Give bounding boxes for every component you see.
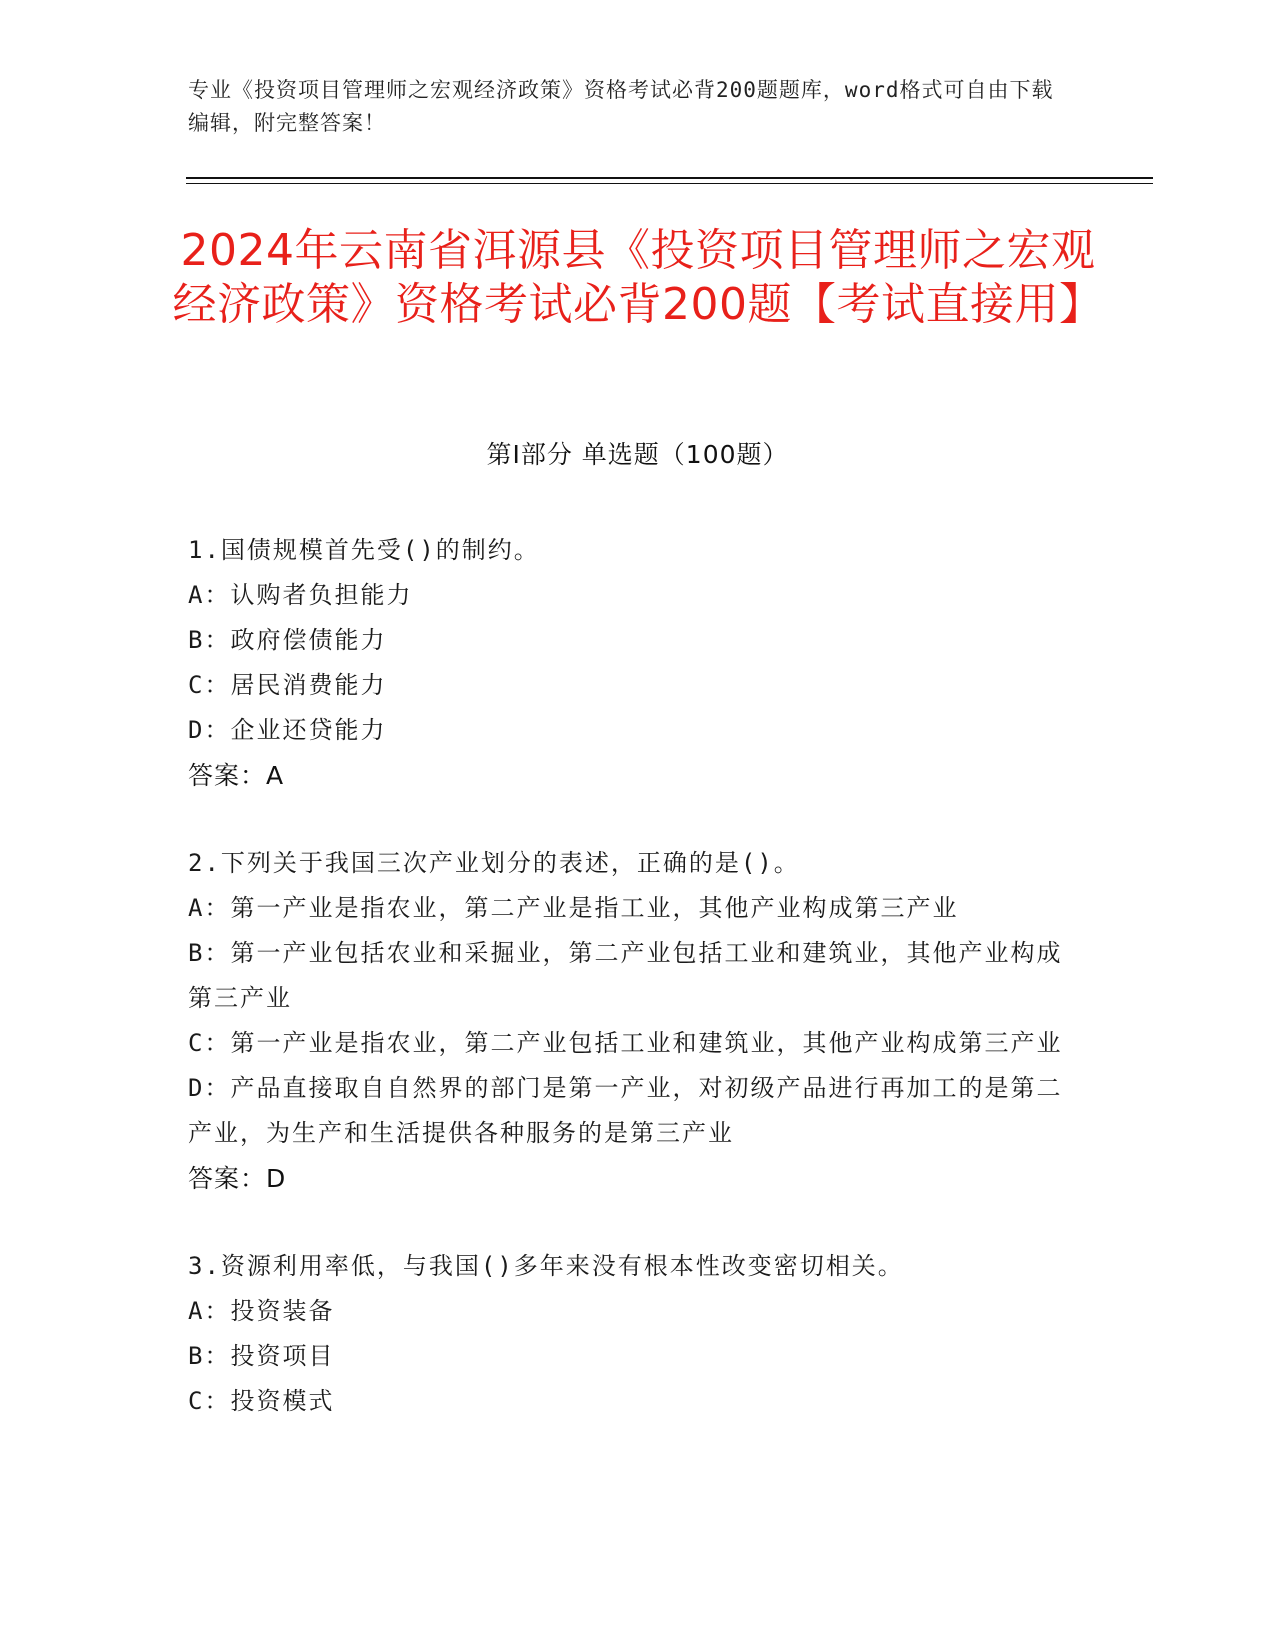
option-a: A：第一产业是指农业，第二产业是指工业，其他产业构成第三产业 (188, 894, 959, 922)
option-c: C：居民消费能力 (188, 671, 387, 699)
header-note: 专业《投资项目管理师之宏观经济政策》资格考试必背200题题库，word格式可自由下载编辑，附完整答案！ (188, 78, 1054, 135)
question-1 (188, 528, 1068, 798)
option-a: A：认购者负担能力 (188, 581, 413, 609)
answer-label: 答案：A (188, 761, 285, 790)
question-stem: 2.下列关于我国三次产业划分的表述，正确的是()。 (188, 849, 800, 877)
option-b: B：政府偿债能力 (188, 626, 387, 654)
question-3 (188, 1244, 1068, 1424)
answer-label: 答案：D (188, 1164, 287, 1193)
option-b: B：第一产业包括农业和采掘业，第二产业包括工业和建筑业，其他产业构成第三产业 (188, 939, 1063, 1012)
document-title: 2024年云南省洱源县《投资项目管理师之宏观经济政策》资格考试必背200题【考试直接用】 (172, 225, 1104, 330)
question-list (188, 528, 1068, 1467)
option-d: D：产品直接取自自然界的部门是第一产业，对初级产品进行再加工的是第二产业，为生产和生活提供各种服务的是第三产业 (188, 1074, 1063, 1147)
option-c: C：投资模式 (188, 1387, 335, 1415)
option-a: A：投资装备 (188, 1297, 335, 1325)
option-c: C：第一产业是指农业，第二产业包括工业和建筑业，其他产业构成第三产业 (188, 1029, 1063, 1057)
question-stem: 1.国债规模首先受()的制约。 (188, 536, 540, 564)
question-2 (188, 841, 1068, 1201)
header-divider-thick (186, 177, 1153, 179)
option-b: B：投资项目 (188, 1342, 335, 1370)
section-title: 第Ⅰ部分 单选题（100题） (486, 440, 789, 469)
question-stem: 3.资源利用率低，与我国()多年来没有根本性改变密切相关。 (188, 1252, 904, 1280)
option-d: D：企业还贷能力 (188, 716, 387, 744)
header-divider-thin (186, 183, 1153, 184)
